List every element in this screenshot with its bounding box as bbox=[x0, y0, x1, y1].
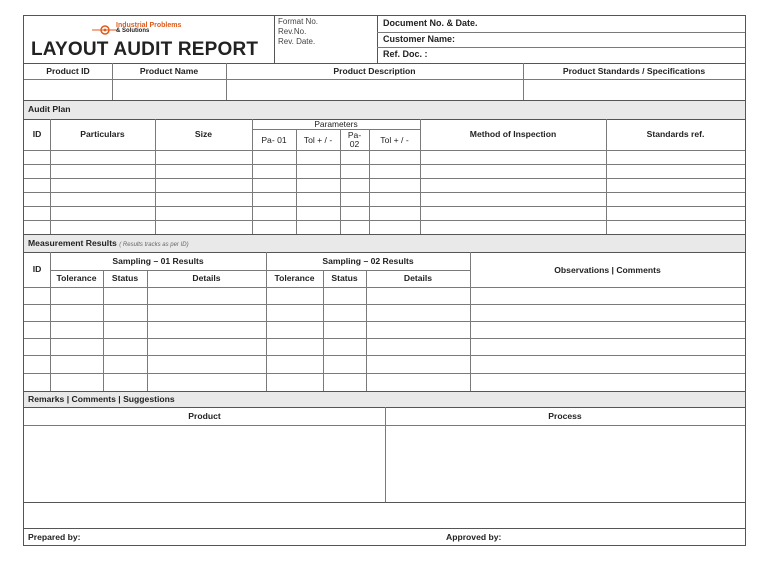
pa02-header-line1: Pa- bbox=[347, 130, 362, 140]
size-header: Size bbox=[194, 129, 213, 139]
pa01-header: Pa- 01 bbox=[261, 135, 287, 145]
ref-doc-label: Ref. Doc. : bbox=[383, 49, 428, 59]
page-title: LAYOUT AUDIT REPORT bbox=[31, 39, 259, 60]
tol1-header: Tol + / - bbox=[303, 135, 333, 145]
remarks-process-header: Process bbox=[548, 411, 582, 421]
s1-tolerance-header: Tolerance bbox=[56, 273, 97, 283]
approved-by-label: Approved by: bbox=[446, 532, 502, 542]
product-name-header: Product Name bbox=[139, 66, 199, 76]
audit-report-form bbox=[23, 15, 746, 546]
product-description-header: Product Description bbox=[333, 66, 416, 76]
s2-status-header: Status bbox=[331, 273, 358, 283]
s2-details-header: Details bbox=[403, 273, 433, 283]
rev-date-label: Rev. Date. bbox=[278, 37, 316, 46]
s2-tolerance-header: Tolerance bbox=[274, 273, 315, 283]
audit-plan-band bbox=[24, 100, 745, 119]
parameters-header: Parameters bbox=[314, 119, 358, 129]
logo-text-line1: Industrial Problems bbox=[116, 22, 182, 29]
standards-ref-header: Standards ref. bbox=[646, 129, 705, 139]
sampling-01-header: Sampling – 01 Results bbox=[112, 256, 204, 266]
observations-header: Observations | Comments bbox=[554, 265, 661, 275]
product-standards-header: Product Standards / Specifications bbox=[562, 66, 706, 76]
document-no-label: Document No. & Date. bbox=[383, 18, 478, 28]
measurement-results-note: ( Results tracks as per ID) bbox=[119, 242, 189, 248]
audit-id-header: ID bbox=[32, 129, 42, 139]
gear-logo-icon bbox=[92, 24, 118, 36]
tol2-header: Tol + / - bbox=[380, 135, 409, 145]
format-no-label: Format No. bbox=[278, 17, 319, 26]
customer-name-label: Customer Name: bbox=[383, 34, 456, 44]
remarks-product-header: Product bbox=[188, 411, 221, 421]
measurement-results-label: Measurement Results bbox=[28, 238, 117, 248]
measurement-results-title bbox=[28, 239, 189, 248]
remarks-title: Remarks | Comments | Suggestions bbox=[28, 394, 175, 404]
sampling-02-header: Sampling – 02 Results bbox=[322, 256, 414, 266]
logo-text-line2: & Solutions bbox=[116, 28, 150, 34]
s1-details-header: Details bbox=[192, 273, 221, 283]
company-logo bbox=[92, 22, 212, 36]
s1-status-header: Status bbox=[111, 273, 139, 283]
particulars-header: Particulars bbox=[80, 129, 125, 139]
audit-plan-title: Audit Plan bbox=[28, 104, 71, 114]
prepared-by-label: Prepared by: bbox=[28, 532, 81, 542]
method-of-inspection-header: Method of Inspection bbox=[469, 129, 557, 139]
results-id-header: ID bbox=[32, 264, 42, 274]
rev-no-label: Rev.No. bbox=[278, 27, 307, 36]
product-id-header: Product ID bbox=[46, 66, 90, 76]
pa02-header-line2: 02 bbox=[349, 139, 360, 149]
